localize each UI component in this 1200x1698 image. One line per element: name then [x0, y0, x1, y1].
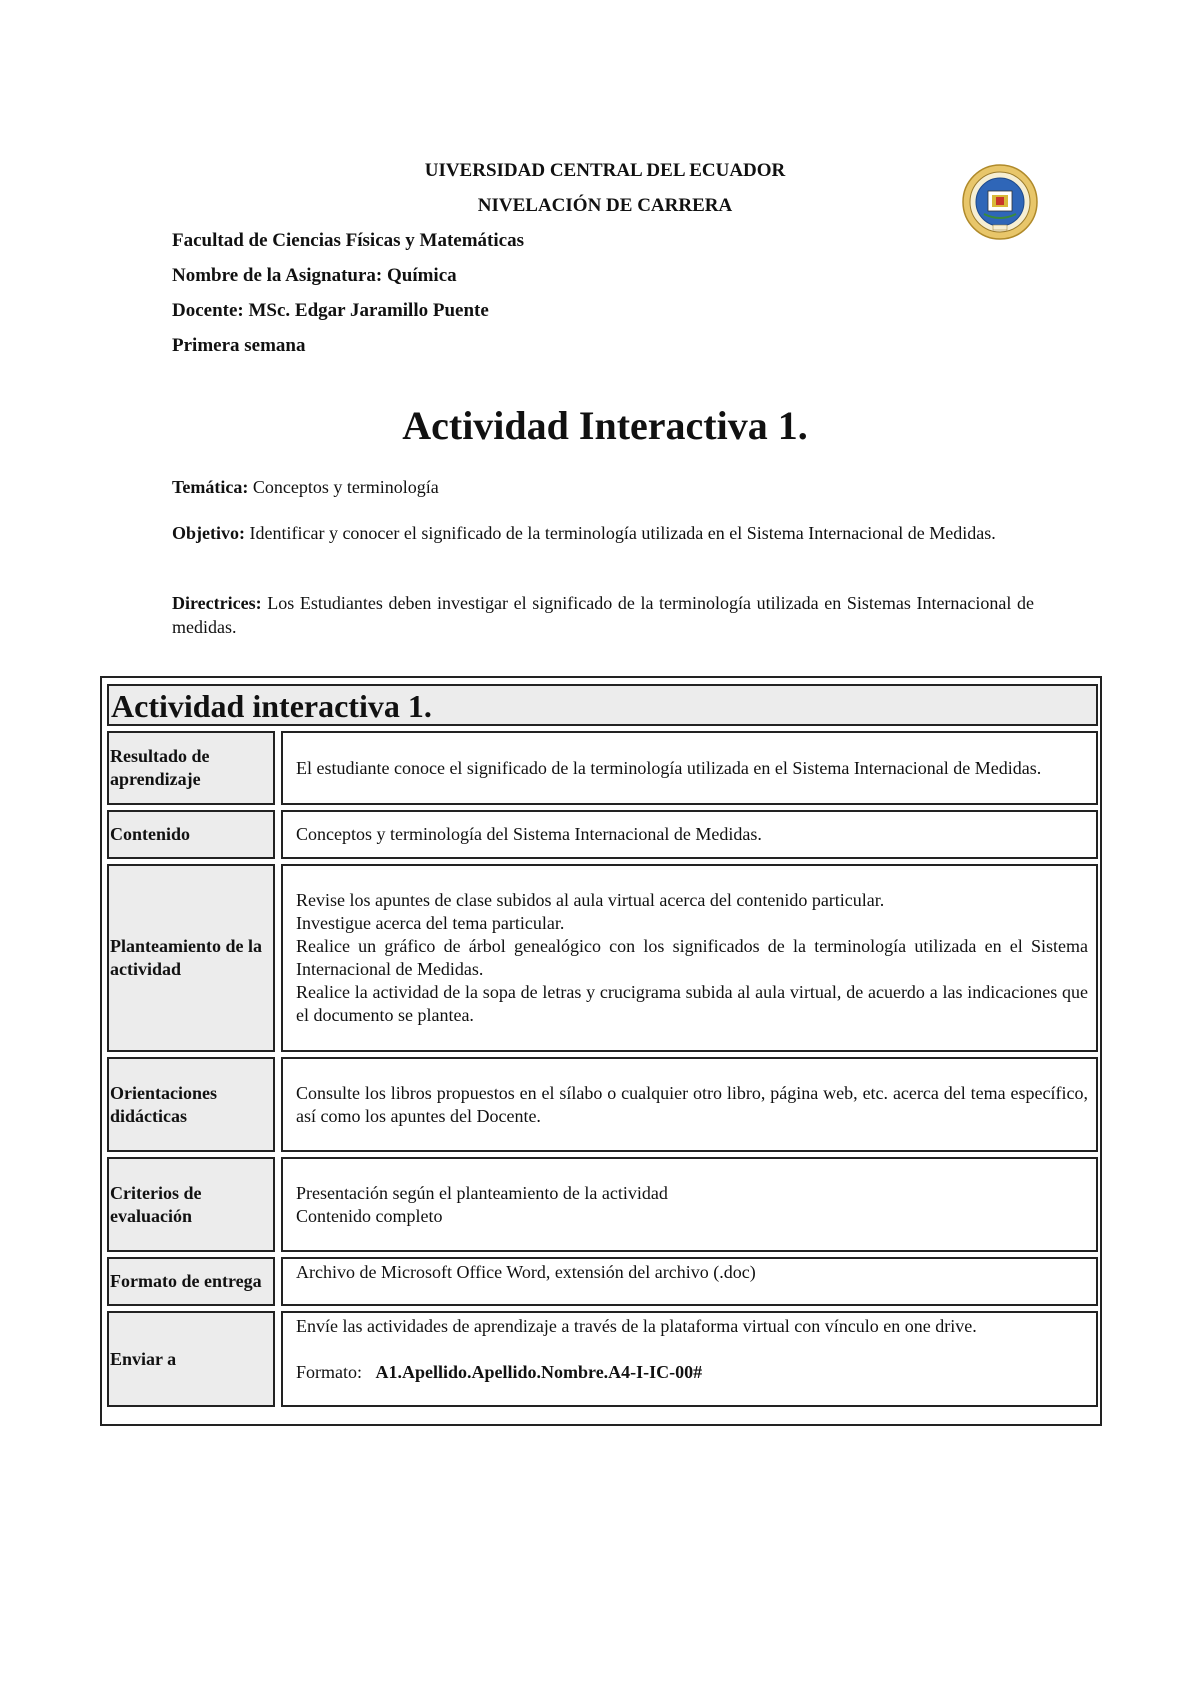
- faculty-name: Facultad de Ciencias Físicas y Matemáticas: [172, 230, 524, 251]
- row-line: Revise los apuntes de clase subidos al aula virtual acerca del contenido particular.: [296, 890, 885, 910]
- tematica-paragraph: [172, 475, 1034, 499]
- university-name: UIVERSIDAD CENTRAL DEL ECUADOR: [424, 160, 786, 181]
- objetivo-paragraph: [172, 521, 1034, 545]
- row-label-resultado: Resultado de aprendizaje: [107, 731, 275, 805]
- row-label-formato: Formato de entrega: [107, 1257, 275, 1306]
- row-label-orientaciones: Orientaciones didácticas: [107, 1057, 275, 1152]
- row-line: Realice un gráfico de árbol genealógico con los significados de la terminología utilizada en el Sistema Internacional de Medidas.: [296, 936, 1088, 979]
- row-line: Archivo de Microsoft Office Word, extensión del archivo (.doc): [296, 1262, 756, 1282]
- row-value-resultado: [281, 731, 1098, 805]
- row-value-formato: [281, 1257, 1098, 1306]
- row-value-enviar: [281, 1311, 1098, 1407]
- row-label-contenido: Contenido: [107, 810, 275, 859]
- format-label: Formato:: [296, 1362, 362, 1382]
- row-value-contenido: [281, 810, 1098, 859]
- row-line: Contenido completo: [296, 1205, 443, 1226]
- university-seal-icon: [962, 164, 1038, 240]
- page-title: Actividad Interactiva 1.: [402, 403, 808, 448]
- table-title: Actividad interactiva 1.: [107, 684, 1098, 726]
- directrices-paragraph: [172, 591, 1034, 639]
- objetivo-value: Identificar y conocer el significado de la terminología utilizada en el Sistema Internacional de Medidas.: [249, 523, 996, 543]
- row-line: Conceptos y terminología del Sistema Internacional de Medidas.: [296, 824, 762, 844]
- row-line: Investigue acerca del tema particular.: [296, 913, 565, 933]
- row-value-orientaciones: [281, 1057, 1098, 1152]
- row-value-criterios: [281, 1157, 1098, 1252]
- tematica-value: Conceptos y terminología: [252, 477, 439, 497]
- tematica-label: Temática:: [172, 477, 249, 497]
- row-line: Consulte los libros propuestos en el sílabo o cualquier otro libro, página web, etc. acerca del tema específico, así como los apuntes del Docente.: [296, 1082, 1088, 1126]
- format-value: A1.Apellido.Apellido.Nombre.A4-I-IC-00#: [375, 1362, 703, 1382]
- row-line: Realice la actividad de la sopa de letras y crucigrama subida al aula virtual, de acuerdo a las indicaciones que el documento se plantea.: [296, 982, 1088, 1025]
- row-label-criterios: Criterios de evaluación: [107, 1157, 275, 1252]
- row-line: Envíe las actividades de aprendizaje a través de la plataforma virtual con vínculo en one drive.: [296, 1316, 977, 1336]
- directrices-label: Directrices:: [172, 593, 262, 613]
- directrices-value: Los Estudiantes deben investigar el significado de la terminología utilizada en Sistemas Internacional de medidas.: [172, 593, 1035, 637]
- row-value-planteamiento: [281, 864, 1098, 1052]
- row-label-planteamiento: Planteamiento de la actividad: [107, 864, 275, 1052]
- week-label: Primera semana: [172, 335, 306, 356]
- row-line: El estudiante conoce el significado de la terminología utilizada en el Sistema Internacional de Medidas.: [296, 757, 1042, 778]
- row-line: Presentación según el planteamiento de la actividad: [296, 1182, 668, 1203]
- format-line: [296, 1361, 1088, 1384]
- objetivo-label: Objetivo:: [172, 523, 245, 543]
- teacher-name: Docente: MSc. Edgar Jaramillo Puente: [172, 300, 489, 321]
- program-name: NIVELACIÓN DE CARRERA: [477, 195, 733, 216]
- subject-name: Nombre de la Asignatura: Química: [172, 265, 457, 286]
- row-label-enviar: Enviar a: [107, 1311, 275, 1407]
